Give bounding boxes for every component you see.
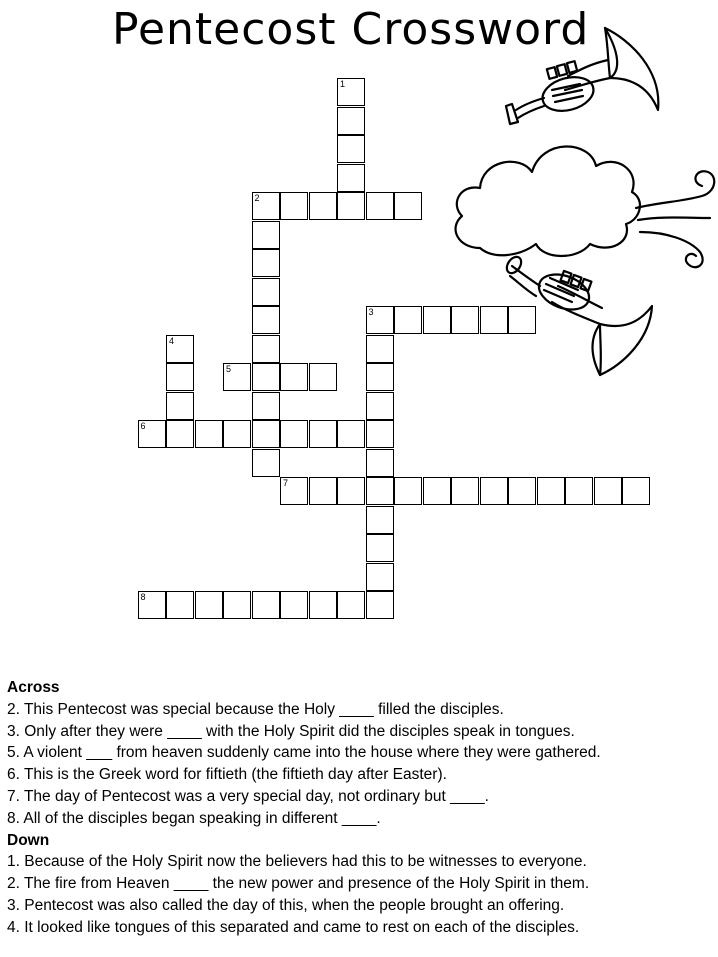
- crossword-cell[interactable]: [366, 591, 394, 619]
- crossword-cell[interactable]: [337, 420, 365, 448]
- crossword-cell[interactable]: [252, 363, 280, 391]
- crossword-cell[interactable]: [337, 477, 365, 505]
- crossword-cell[interactable]: [166, 335, 194, 363]
- crossword-cell[interactable]: [309, 192, 337, 220]
- crossword-cell[interactable]: [394, 477, 422, 505]
- crossword-cell[interactable]: [166, 420, 194, 448]
- clue-number: 6: [140, 421, 146, 431]
- crossword-cell[interactable]: [252, 306, 280, 334]
- clue-number: 7: [283, 478, 289, 488]
- crossword-cell[interactable]: [280, 420, 308, 448]
- pentecost-illustration: [440, 20, 718, 380]
- crossword-cell[interactable]: [252, 335, 280, 363]
- crossword-cell[interactable]: [195, 420, 223, 448]
- crossword-cell[interactable]: [480, 477, 508, 505]
- cloud-icon: [456, 146, 640, 256]
- crossword-cell[interactable]: [223, 363, 251, 391]
- across-clue-3: 3. Only after they were ____ with the Holy Spirit did the disciples speak in tongues.: [7, 722, 575, 740]
- crossword-cell[interactable]: [309, 420, 337, 448]
- crossword-cell[interactable]: [594, 477, 622, 505]
- crossword-cell[interactable]: [366, 449, 394, 477]
- crossword-cell[interactable]: [280, 591, 308, 619]
- crossword-cell[interactable]: [252, 591, 280, 619]
- crossword-cell[interactable]: [252, 249, 280, 277]
- crossword-cell[interactable]: [309, 363, 337, 391]
- crossword-cell[interactable]: [280, 363, 308, 391]
- crossword-cell[interactable]: [508, 477, 536, 505]
- crossword-cell[interactable]: [223, 591, 251, 619]
- across-clue-6: 6. This is the Greek word for fiftieth (the fiftieth day after Easter).: [7, 766, 447, 784]
- crossword-cell[interactable]: [223, 420, 251, 448]
- crossword-cell[interactable]: [565, 477, 593, 505]
- crossword-cell[interactable]: [280, 477, 308, 505]
- crossword-cell[interactable]: [366, 420, 394, 448]
- crossword-cell[interactable]: [166, 591, 194, 619]
- crossword-cell[interactable]: [337, 135, 365, 163]
- clue-list: [7, 677, 712, 939]
- clue-number: 4: [169, 335, 175, 346]
- crossword-cell[interactable]: [366, 306, 394, 334]
- crossword-cell[interactable]: [622, 477, 650, 505]
- crossword-cell[interactable]: [138, 420, 166, 448]
- crossword-cell[interactable]: [252, 192, 280, 220]
- crossword-cell[interactable]: [337, 78, 365, 106]
- crossword-cell[interactable]: [166, 392, 194, 420]
- crossword-cell[interactable]: [138, 591, 166, 619]
- clue-number: 8: [140, 592, 146, 602]
- crossword-cell[interactable]: [337, 164, 365, 192]
- down-heading: Down: [7, 831, 50, 849]
- crossword-cell[interactable]: [166, 363, 194, 391]
- across-clue-2: 2. This Pentecost was special because the Holy ____ filled the disciples.: [7, 700, 504, 718]
- clue-number: 5: [226, 364, 232, 374]
- crossword-cell[interactable]: [252, 392, 280, 420]
- crossword-cell[interactable]: [366, 534, 394, 562]
- crossword-cell[interactable]: [309, 477, 337, 505]
- crossword-cell[interactable]: [252, 221, 280, 249]
- trumpet-icon: [504, 254, 652, 375]
- clue-number: 3: [368, 307, 374, 317]
- crossword-cell[interactable]: [252, 449, 280, 477]
- crossword-cell[interactable]: [366, 563, 394, 591]
- crossword-cell[interactable]: [451, 477, 479, 505]
- wind-icon: [636, 171, 714, 267]
- crossword-cell[interactable]: [195, 591, 223, 619]
- crossword-cell[interactable]: [366, 477, 394, 505]
- crossword-cell[interactable]: [309, 591, 337, 619]
- crossword-cell[interactable]: [366, 506, 394, 534]
- across-heading: Across: [7, 679, 60, 696]
- across-clue-5: 5. A violent ___ from heaven suddenly came into the house where they were gathered.: [7, 744, 601, 762]
- crossword-cell[interactable]: [423, 477, 451, 505]
- crossword-cell[interactable]: [394, 192, 422, 220]
- crossword-cell[interactable]: [537, 477, 565, 505]
- crossword-cell[interactable]: [337, 192, 365, 220]
- trumpet-icon: [506, 28, 658, 124]
- crossword-cell[interactable]: [337, 591, 365, 619]
- crossword-cell[interactable]: [337, 107, 365, 135]
- across-clue-7: 7. The day of Pentecost was a very special day, not ordinary but ____.: [7, 787, 489, 805]
- crossword-cell[interactable]: [394, 306, 422, 334]
- across-clue-8: 8. All of the disciples began speaking in different ____.: [7, 809, 381, 827]
- crossword-cell[interactable]: [366, 363, 394, 391]
- crossword-cell[interactable]: [366, 192, 394, 220]
- down-clue-4: 4. It looked like tongues of this separated and came to rest on each of the disciples.: [7, 918, 580, 936]
- title-text: Pentecost Crossword: [112, 4, 590, 55]
- down-clue-2: 2. The fire from Heaven ____ the new power and presence of the Holy Spirit in them.: [7, 875, 590, 893]
- clue-number: 2: [254, 193, 260, 203]
- down-clue-1: 1. Because of the Holy Spirit now the believers had this to be witnesses to everyone.: [7, 853, 587, 871]
- clue-number: 1: [340, 79, 346, 89]
- crossword-cell[interactable]: [252, 420, 280, 448]
- crossword-cell[interactable]: [280, 192, 308, 220]
- crossword-cell[interactable]: [366, 392, 394, 420]
- crossword-cell[interactable]: [252, 278, 280, 306]
- crossword-cell[interactable]: [366, 335, 394, 363]
- down-clue-3: 3. Pentecost was also called the day of this, when the people brought an offering.: [7, 896, 565, 914]
